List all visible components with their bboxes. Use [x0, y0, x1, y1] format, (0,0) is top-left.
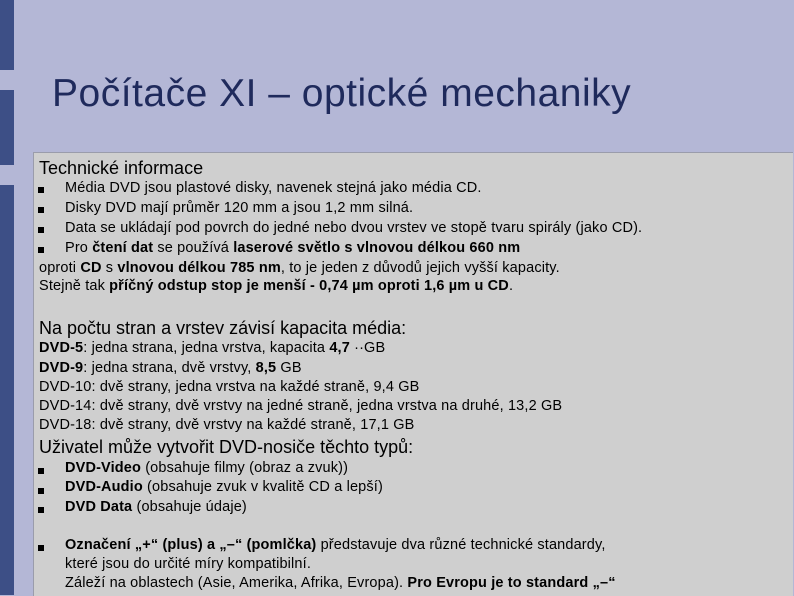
capacity-heading: Na počtu stran a vrstev závisí kapacita média:: [39, 318, 407, 338]
text-bold: vlnovou délkou 785 nm: [117, 260, 281, 276]
tech-bullet-1: Média DVD jsou plastové disky, navenek stejná jako média CD.: [65, 180, 482, 196]
types-heading: Uživatel může vytvořit DVD-nosiče těchto typů:: [39, 437, 414, 457]
text-bold: DVD-Video: [65, 460, 142, 476]
type-item-2: [65, 479, 383, 495]
text-bold: Označení „+“ (plus) a „–“ (pomlčka): [65, 537, 317, 553]
note-line-2: které jsou do určité míry kompatibilní.: [65, 556, 311, 572]
bullet-icon: [38, 545, 44, 551]
capacity-dvd9: [39, 360, 302, 376]
text-run: (obsahuje údaje): [132, 499, 247, 515]
text-bold: DVD-Audio: [65, 479, 143, 495]
capacity-dvd18: DVD-18: dvě strany, dvě vrstvy na každé straně, 17,1 GB: [39, 417, 415, 433]
text-bold: DVD-5: [39, 340, 84, 356]
bullet-icon: [38, 488, 44, 494]
text-run: oproti: [39, 260, 81, 276]
tech-read-line-1: [65, 240, 520, 256]
capacity-dvd10: DVD-10: dvě strany, jedna vrstva na každé straně, 9,4 GB: [39, 379, 420, 395]
bullet-icon: [38, 507, 44, 513]
type-item-3: [65, 499, 247, 515]
text-run: ··GB: [349, 340, 386, 356]
text-run: (obsahuje zvuk v kvalitě CD a lepší): [142, 479, 383, 495]
tech-bullet-2: Disky DVD mají průměr 120 mm a jsou 1,2 mm silná.: [65, 200, 414, 216]
slide-title: Počítače XI – optické mechaniky: [52, 72, 632, 115]
capacity-dvd5: [39, 340, 385, 356]
content-area: [33, 152, 793, 596]
text-run: : jedna strana, dvě vrstvy,: [83, 360, 256, 376]
text-run: GB: [276, 360, 302, 376]
text-run: : jedna strana, jedna vrstva, kapacita: [83, 340, 330, 356]
text-bold: DVD Data: [65, 499, 133, 515]
text-run: (obsahuje filmy (obraz a zvuk)): [141, 460, 349, 476]
bullet-icon: [38, 227, 44, 233]
bullet-icon: [38, 247, 44, 253]
text-run: Stejně tak: [39, 278, 110, 294]
text-bold: 4,7: [329, 340, 350, 356]
text-bold: příčný odstup stop je menší - 0,74 µm oproti 1,6 µm u CD: [109, 278, 509, 294]
text-run: .: [508, 278, 514, 294]
bullet-icon: [38, 207, 44, 213]
text-bold: CD: [80, 260, 102, 276]
left-accent-bar-top: [0, 0, 14, 70]
note-line-3: [65, 575, 616, 591]
text-run: se používá: [153, 240, 234, 256]
text-bold: DVD-9: [39, 360, 84, 376]
tech-heading: Technické informace: [39, 158, 204, 178]
left-accent-bar-bottom: [0, 185, 14, 595]
text-run: , to je jeden z důvodů jejich vyšší kapacity.: [280, 260, 560, 276]
type-item-1: [65, 460, 348, 476]
text-run: Pro: [65, 240, 93, 256]
text-bold: laserové světlo s vlnovou délkou 660 nm: [233, 240, 521, 256]
text-run: s: [101, 260, 118, 276]
tech-read-line-2: [39, 260, 560, 276]
left-accent-bar-middle: [0, 90, 14, 165]
text-run: Záleží na oblastech (Asie, Amerika, Afrika, Evropa).: [65, 575, 408, 591]
capacity-dvd14: DVD-14: dvě strany, dvě vrstvy na jedné straně, jedna vrstva na druhé, 13,2 GB: [39, 398, 563, 414]
tech-read-line-3: [39, 278, 513, 294]
text-run: představuje dva různé technické standardy,: [316, 537, 606, 553]
note-line-1: [65, 537, 606, 553]
tech-bullet-3: Data se ukládají pod povrch do jedné nebo dvou vrstev ve stopě tvaru spirály (jako CD).: [65, 220, 643, 236]
text-bold: Pro Evropu je to standard „–“: [407, 575, 616, 591]
text-bold: čtení dat: [92, 240, 154, 256]
bullet-icon: [38, 187, 44, 193]
bullet-icon: [38, 468, 44, 474]
text-bold: 8,5: [255, 360, 277, 376]
